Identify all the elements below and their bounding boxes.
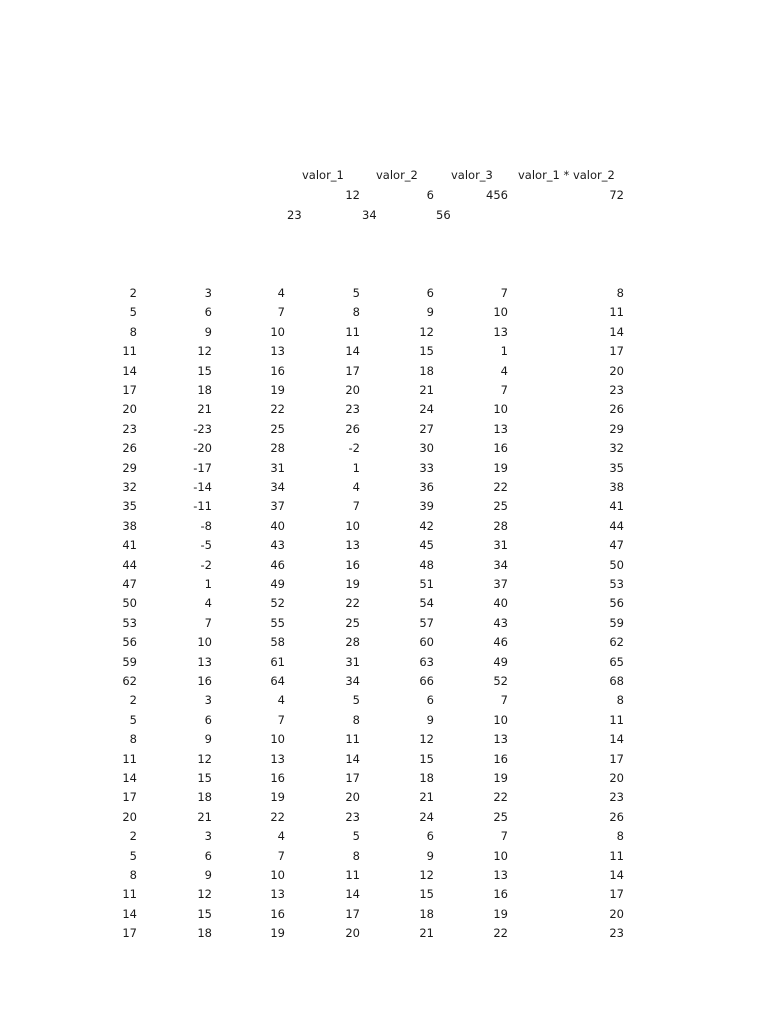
grid-cell-r14-c5: 34: [493, 557, 508, 572]
grid-cell-r2-c0: 8: [129, 324, 137, 339]
grid-cell-r24-c3: 14: [345, 751, 360, 766]
grid-cell-r4-c3: 17: [345, 363, 360, 378]
grid-cell-r25-c4: 18: [419, 771, 434, 785]
summary-2-b: 34: [362, 208, 377, 222]
grid-cell-r1-c2: 7: [277, 305, 285, 320]
grid-cell-r32-c0: 14: [122, 906, 137, 921]
grid-cell-r32-c1: 15: [197, 906, 212, 921]
header-valor-3: valor_3: [451, 168, 493, 182]
grid-cell-r4-c1: 15: [197, 363, 212, 378]
grid-cell-r33-c5: 22: [493, 926, 508, 941]
grid-cell-r11-c3: 7: [352, 499, 360, 514]
grid-cell-r30-c3: 11: [345, 868, 360, 882]
grid-cell-r28-c1: 3: [204, 829, 212, 844]
grid-cell-r20-c0: 62: [122, 674, 137, 688]
grid-cell-r29-c5: 10: [493, 848, 508, 863]
grid-cell-r31-c5: 16: [493, 887, 508, 902]
grid-cell-r7-c2: 25: [270, 421, 285, 436]
grid-cell-r30-c4: 12: [419, 868, 434, 882]
grid-cell-r32-c3: 17: [345, 906, 360, 921]
grid-cell-r20-c2: 64: [270, 674, 285, 688]
grid-cell-r17-c1: 7: [204, 615, 212, 630]
grid-cell-r20-c3: 34: [345, 674, 360, 688]
grid-cell-r12-c5: 28: [493, 518, 508, 533]
grid-cell-r5-c5: 7: [500, 383, 508, 397]
grid-cell-r30-c6: 14: [609, 868, 624, 882]
grid-cell-r14-c2: 46: [270, 557, 285, 572]
grid-cell-r12-c4: 42: [419, 518, 434, 533]
grid-cell-r7-c6: 29: [609, 421, 624, 436]
grid-cell-r3-c1: 12: [197, 344, 212, 359]
grid-cell-r16-c2: 52: [270, 596, 285, 611]
grid-cell-r31-c2: 13: [270, 887, 285, 902]
grid-cell-r18-c3: 28: [345, 635, 360, 650]
grid-cell-r8-c6: 32: [609, 441, 624, 456]
grid-cell-r32-c5: 19: [493, 906, 508, 921]
grid-cell-r6-c5: 10: [493, 402, 508, 417]
grid-cell-r10-c0: 32: [122, 480, 137, 494]
grid-cell-r28-c0: 2: [129, 829, 137, 844]
grid-cell-r26-c2: 19: [270, 790, 285, 805]
grid-cell-r22-c1: 6: [204, 712, 212, 727]
grid-cell-r25-c3: 17: [345, 771, 360, 785]
grid-cell-r9-c1: -17: [193, 460, 212, 475]
grid-cell-r30-c5: 13: [493, 868, 508, 882]
grid-cell-r23-c2: 10: [270, 732, 285, 747]
grid-cell-r26-c1: 18: [197, 790, 212, 805]
grid-cell-r25-c6: 20: [609, 771, 624, 785]
grid-cell-r24-c5: 16: [493, 751, 508, 766]
grid-cell-r12-c6: 44: [609, 518, 624, 533]
grid-cell-r25-c1: 15: [197, 771, 212, 785]
grid-cell-r15-c5: 37: [493, 577, 508, 591]
grid-cell-r33-c6: 23: [609, 926, 624, 941]
grid-cell-r14-c3: 16: [345, 557, 360, 572]
grid-cell-r23-c0: 8: [129, 732, 137, 747]
grid-cell-r5-c6: 23: [609, 383, 624, 397]
grid-cell-r33-c2: 19: [270, 926, 285, 941]
grid-cell-r0-c6: 8: [616, 286, 624, 300]
grid-cell-r27-c2: 22: [270, 809, 285, 824]
grid-cell-r22-c6: 11: [609, 712, 624, 727]
grid-cell-r1-c3: 8: [352, 305, 360, 320]
grid-cell-r16-c3: 22: [345, 596, 360, 611]
grid-cell-r5-c3: 20: [345, 383, 360, 397]
grid-cell-r16-c6: 56: [609, 596, 624, 611]
grid-cell-r7-c1: -23: [193, 421, 212, 436]
grid-cell-r1-c4: 9: [426, 305, 434, 320]
grid-cell-r4-c0: 14: [122, 363, 137, 378]
grid-cell-r30-c2: 10: [270, 868, 285, 882]
grid-cell-r28-c3: 5: [352, 829, 360, 844]
grid-cell-r14-c1: -2: [200, 557, 212, 572]
grid-cell-r23-c6: 14: [609, 732, 624, 747]
grid-cell-r22-c5: 10: [493, 712, 508, 727]
grid-cell-r19-c4: 63: [419, 654, 434, 669]
grid-cell-r17-c5: 43: [493, 615, 508, 630]
summary-1-valor-3: 456: [486, 188, 508, 202]
summary-1-valor-2: 6: [426, 188, 434, 202]
grid-cell-r3-c6: 17: [609, 344, 624, 359]
grid-cell-r6-c2: 22: [270, 402, 285, 417]
grid-cell-r29-c3: 8: [352, 848, 360, 863]
grid-cell-r21-c2: 4: [277, 693, 285, 708]
header-valor-1: valor_1: [302, 168, 344, 182]
grid-cell-r18-c0: 56: [122, 635, 137, 650]
grid-cell-r24-c0: 11: [122, 751, 137, 766]
grid-cell-r15-c4: 51: [419, 577, 434, 591]
grid-cell-r7-c5: 13: [493, 421, 508, 436]
grid-cell-r33-c0: 17: [122, 926, 137, 941]
grid-cell-r26-c5: 22: [493, 790, 508, 805]
grid-cell-r4-c6: 20: [609, 363, 624, 378]
grid-cell-r7-c3: 26: [345, 421, 360, 436]
grid-cell-r31-c0: 11: [122, 887, 137, 902]
grid-cell-r25-c5: 19: [493, 771, 508, 785]
grid-cell-r23-c3: 11: [345, 732, 360, 747]
grid-cell-r5-c4: 21: [419, 383, 434, 397]
grid-cell-r10-c5: 22: [493, 480, 508, 494]
grid-cell-r13-c0: 41: [122, 538, 137, 553]
grid-cell-r24-c2: 13: [270, 751, 285, 766]
grid-cell-r2-c5: 13: [493, 324, 508, 339]
grid-cell-r22-c3: 8: [352, 712, 360, 727]
grid-cell-r14-c6: 50: [609, 557, 624, 572]
grid-cell-r8-c1: -20: [193, 441, 212, 456]
grid-cell-r0-c2: 4: [277, 286, 285, 300]
grid-cell-r21-c0: 2: [129, 693, 137, 708]
grid-cell-r29-c4: 9: [426, 848, 434, 863]
grid-cell-r6-c4: 24: [419, 402, 434, 417]
grid-cell-r27-c5: 25: [493, 809, 508, 824]
grid-cell-r23-c4: 12: [419, 732, 434, 747]
grid-cell-r28-c2: 4: [277, 829, 285, 844]
grid-cell-r5-c1: 18: [197, 383, 212, 397]
grid-cell-r27-c1: 21: [197, 809, 212, 824]
grid-cell-r28-c5: 7: [500, 829, 508, 844]
grid-cell-r27-c3: 23: [345, 809, 360, 824]
grid-cell-r13-c5: 31: [493, 538, 508, 553]
grid-cell-r11-c4: 39: [419, 499, 434, 514]
grid-cell-r10-c2: 34: [270, 480, 285, 494]
grid-cell-r11-c1: -11: [193, 499, 212, 514]
grid-cell-r19-c3: 31: [345, 654, 360, 669]
grid-cell-r1-c0: 5: [129, 305, 137, 320]
grid-cell-r17-c0: 53: [122, 615, 137, 630]
grid-cell-r18-c2: 58: [270, 635, 285, 650]
grid-cell-r13-c2: 43: [270, 538, 285, 553]
grid-cell-r12-c2: 40: [270, 518, 285, 533]
grid-cell-r28-c6: 8: [616, 829, 624, 844]
grid-cell-r9-c2: 31: [270, 460, 285, 475]
grid-cell-r19-c1: 13: [197, 654, 212, 669]
grid-cell-r19-c2: 61: [270, 654, 285, 669]
grid-cell-r0-c3: 5: [352, 286, 360, 300]
grid-cell-r12-c0: 38: [122, 518, 137, 533]
header-valor-2: valor_2: [376, 168, 418, 182]
grid-cell-r26-c3: 20: [345, 790, 360, 805]
grid-cell-r26-c0: 17: [122, 790, 137, 805]
grid-cell-r2-c6: 14: [609, 324, 624, 339]
grid-cell-r31-c1: 12: [197, 887, 212, 902]
grid-cell-r18-c5: 46: [493, 635, 508, 650]
grid-cell-r19-c5: 49: [493, 654, 508, 669]
grid-cell-r25-c0: 14: [122, 771, 137, 785]
summary-2-c: 56: [436, 208, 451, 222]
grid-cell-r0-c1: 3: [204, 286, 212, 300]
grid-cell-r16-c0: 50: [122, 596, 137, 611]
grid-cell-r30-c0: 8: [129, 868, 137, 882]
grid-cell-r5-c2: 19: [270, 383, 285, 397]
grid-cell-r4-c5: 4: [500, 363, 508, 378]
grid-cell-r23-c1: 9: [204, 732, 212, 747]
grid-cell-r6-c1: 21: [197, 402, 212, 417]
grid-cell-r0-c5: 7: [500, 286, 508, 300]
grid-cell-r21-c1: 3: [204, 693, 212, 708]
grid-cell-r0-c0: 2: [129, 286, 137, 300]
grid-cell-r15-c0: 47: [122, 577, 137, 591]
grid-cell-r33-c3: 20: [345, 926, 360, 941]
grid-cell-r30-c1: 9: [204, 868, 212, 882]
grid-cell-r20-c1: 16: [197, 674, 212, 688]
grid-cell-r26-c4: 21: [419, 790, 434, 805]
grid-cell-r3-c2: 13: [270, 344, 285, 359]
grid-cell-r13-c6: 47: [609, 538, 624, 553]
grid-cell-r3-c5: 1: [500, 344, 508, 359]
grid-cell-r7-c4: 27: [419, 421, 434, 436]
grid-cell-r9-c3: 1: [352, 460, 360, 475]
grid-cell-r33-c4: 21: [419, 926, 434, 941]
grid-cell-r29-c6: 11: [609, 848, 624, 863]
grid-cell-r0-c4: 6: [426, 286, 434, 300]
grid-cell-r29-c1: 6: [204, 848, 212, 863]
grid-cell-r18-c1: 10: [197, 635, 212, 650]
grid-cell-r6-c6: 26: [609, 402, 624, 417]
grid-cell-r21-c5: 7: [500, 693, 508, 708]
grid-cell-r15-c2: 49: [270, 577, 285, 591]
grid-cell-r1-c1: 6: [204, 305, 212, 320]
grid-cell-r32-c6: 20: [609, 906, 624, 921]
grid-cell-r6-c3: 23: [345, 402, 360, 417]
grid-cell-r16-c4: 54: [419, 596, 434, 611]
header-product: valor_1 * valor_2: [518, 168, 615, 182]
grid-cell-r15-c3: 19: [345, 577, 360, 591]
summary-1-product: 72: [609, 188, 624, 202]
grid-cell-r18-c4: 60: [419, 635, 434, 650]
grid-cell-r3-c4: 15: [419, 344, 434, 359]
grid-cell-r8-c5: 16: [493, 441, 508, 456]
grid-cell-r11-c0: 35: [122, 499, 137, 514]
grid-cell-r10-c4: 36: [419, 480, 434, 494]
grid-cell-r15-c1: 1: [204, 577, 212, 591]
grid-cell-r8-c3: -2: [348, 441, 360, 456]
grid-cell-r17-c6: 59: [609, 615, 624, 630]
grid-cell-r22-c4: 9: [426, 712, 434, 727]
grid-cell-r7-c0: 23: [122, 421, 137, 436]
grid-cell-r22-c2: 7: [277, 712, 285, 727]
grid-cell-r21-c6: 8: [616, 693, 624, 708]
grid-cell-r22-c0: 5: [129, 712, 137, 727]
grid-cell-r28-c4: 6: [426, 829, 434, 844]
grid-cell-r5-c0: 17: [122, 383, 137, 397]
grid-cell-r20-c6: 68: [609, 674, 624, 688]
summary-1-valor-1: 12: [345, 188, 360, 202]
grid-cell-r2-c4: 12: [419, 324, 434, 339]
grid-cell-r21-c3: 5: [352, 693, 360, 708]
grid-cell-r12-c3: 10: [345, 518, 360, 533]
grid-cell-r8-c0: 26: [122, 441, 137, 456]
grid-cell-r9-c6: 35: [609, 460, 624, 475]
grid-cell-r14-c4: 48: [419, 557, 434, 572]
grid-cell-r29-c0: 5: [129, 848, 137, 863]
grid-cell-r11-c2: 37: [270, 499, 285, 514]
grid-cell-r6-c0: 20: [122, 402, 137, 417]
grid-cell-r27-c4: 24: [419, 809, 434, 824]
grid-cell-r17-c4: 57: [419, 615, 434, 630]
grid-cell-r3-c0: 11: [122, 344, 137, 359]
grid-cell-r24-c1: 12: [197, 751, 212, 766]
grid-cell-r11-c5: 25: [493, 499, 508, 514]
grid-cell-r11-c6: 41: [609, 499, 624, 514]
grid-cell-r32-c4: 18: [419, 906, 434, 921]
grid-cell-r19-c6: 65: [609, 654, 624, 669]
grid-cell-r27-c0: 20: [122, 809, 137, 824]
grid-cell-r32-c2: 16: [270, 906, 285, 921]
grid-cell-r3-c3: 14: [345, 344, 360, 359]
grid-cell-r29-c2: 7: [277, 848, 285, 863]
grid-cell-r4-c2: 16: [270, 363, 285, 378]
grid-cell-r9-c4: 33: [419, 460, 434, 475]
grid-cell-r25-c2: 16: [270, 771, 285, 785]
grid-cell-r4-c4: 18: [419, 363, 434, 378]
grid-cell-r17-c2: 55: [270, 615, 285, 630]
grid-cell-r10-c3: 4: [352, 480, 360, 494]
grid-cell-r31-c4: 15: [419, 887, 434, 902]
grid-cell-r21-c4: 6: [426, 693, 434, 708]
grid-cell-r31-c6: 17: [609, 887, 624, 902]
grid-cell-r1-c6: 11: [609, 305, 624, 320]
grid-cell-r17-c3: 25: [345, 615, 360, 630]
grid-cell-r24-c4: 15: [419, 751, 434, 766]
grid-cell-r8-c4: 30: [419, 441, 434, 456]
grid-cell-r2-c1: 9: [204, 324, 212, 339]
grid-cell-r2-c2: 10: [270, 324, 285, 339]
grid-cell-r27-c6: 26: [609, 809, 624, 824]
grid-cell-r2-c3: 11: [345, 324, 360, 339]
grid-cell-r31-c3: 14: [345, 887, 360, 902]
summary-2-a: 23: [287, 208, 302, 222]
grid-cell-r10-c6: 38: [609, 480, 624, 494]
grid-cell-r10-c1: -14: [193, 480, 212, 494]
grid-cell-r15-c6: 53: [609, 577, 624, 591]
grid-cell-r8-c2: 28: [270, 441, 285, 456]
grid-cell-r13-c4: 45: [419, 538, 434, 553]
grid-cell-r26-c6: 23: [609, 790, 624, 805]
grid-cell-r13-c3: 13: [345, 538, 360, 553]
grid-cell-r19-c0: 59: [122, 654, 137, 669]
grid-cell-r14-c0: 44: [122, 557, 137, 572]
grid-cell-r9-c0: 29: [122, 460, 137, 475]
grid-cell-r16-c5: 40: [493, 596, 508, 611]
grid-cell-r9-c5: 19: [493, 460, 508, 475]
grid-cell-r18-c6: 62: [609, 635, 624, 650]
grid-cell-r23-c5: 13: [493, 732, 508, 747]
grid-cell-r12-c1: -8: [200, 518, 212, 533]
grid-cell-r16-c1: 4: [204, 596, 212, 611]
grid-cell-r33-c1: 18: [197, 926, 212, 941]
grid-cell-r1-c5: 10: [493, 305, 508, 320]
grid-cell-r20-c4: 66: [419, 674, 434, 688]
grid-cell-r20-c5: 52: [493, 674, 508, 688]
grid-cell-r13-c1: -5: [200, 538, 212, 553]
grid-cell-r24-c6: 17: [609, 751, 624, 766]
